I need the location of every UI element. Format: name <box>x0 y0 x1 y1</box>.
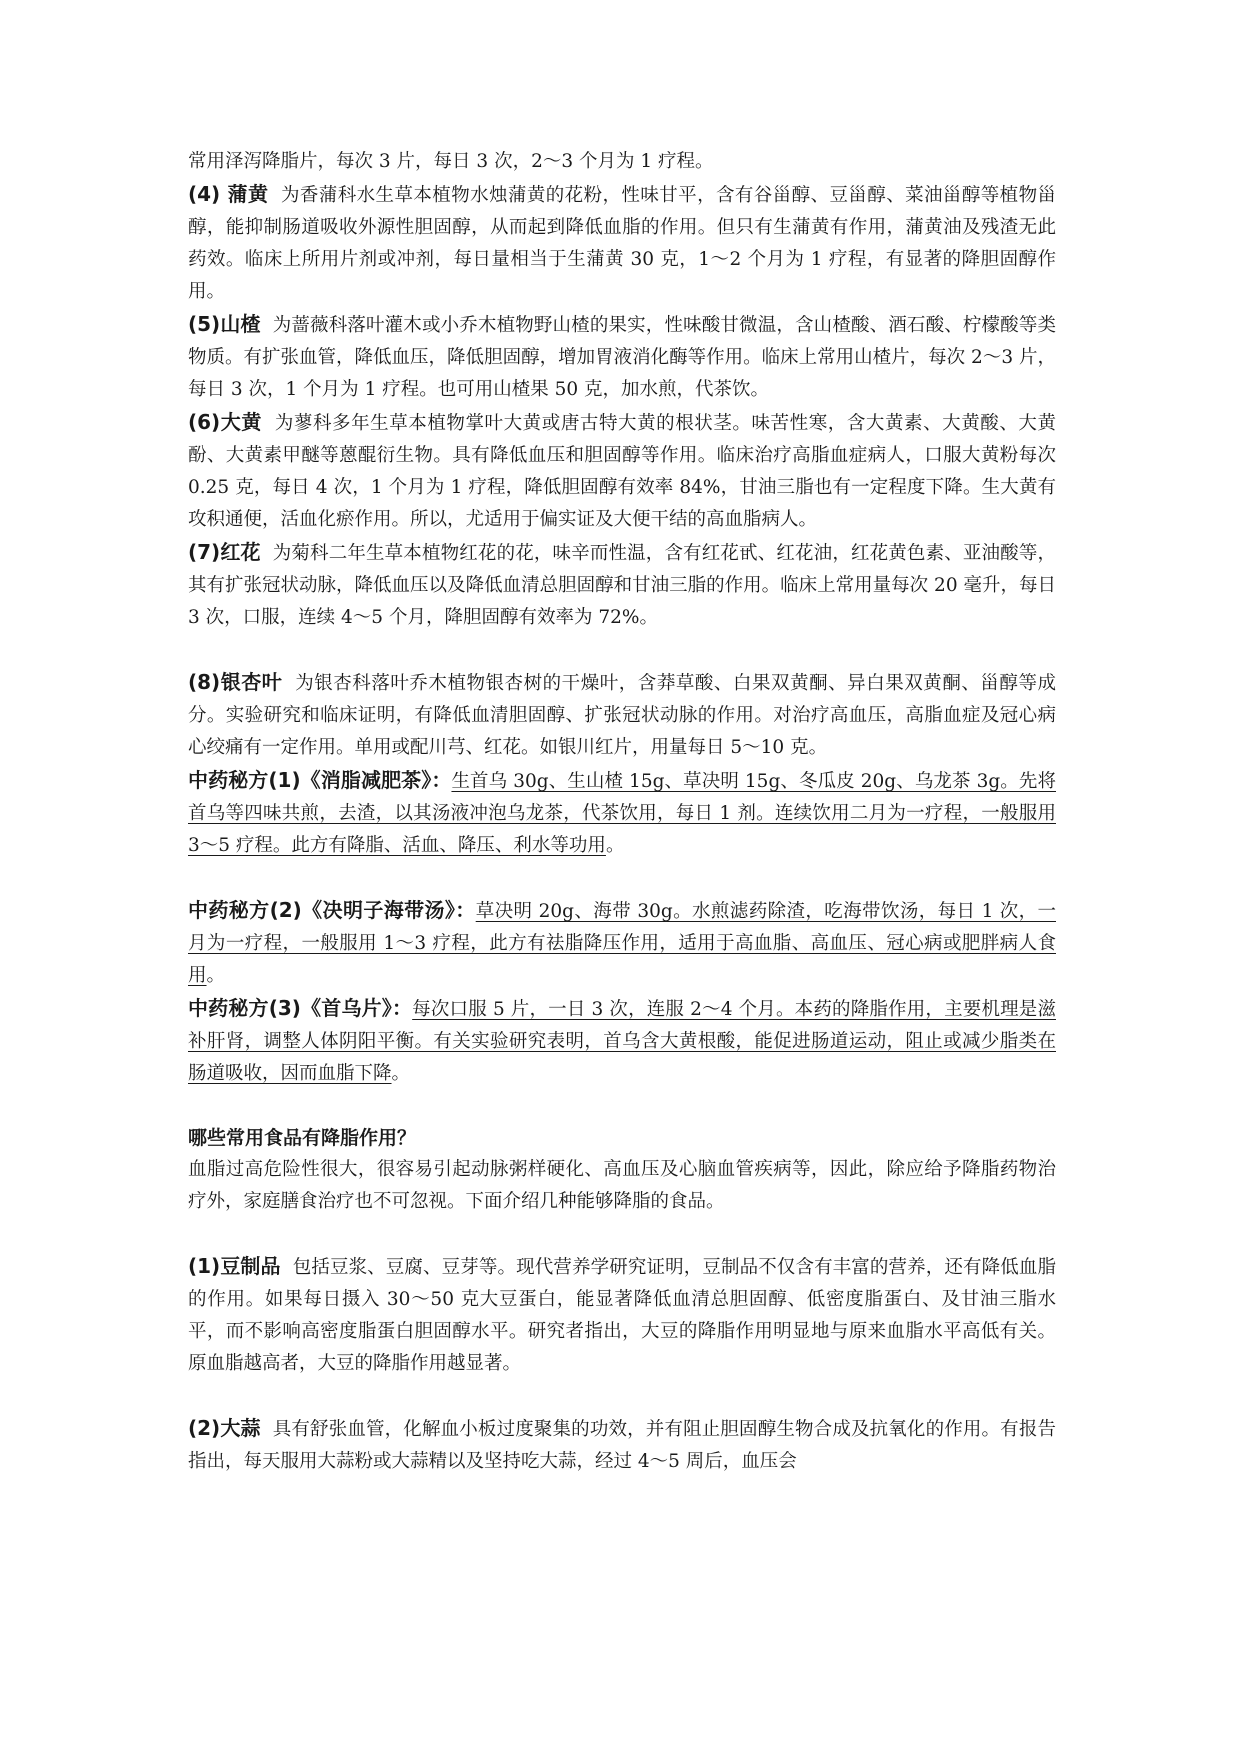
herb-text: 为蓼科多年生草本植物掌叶大黄或唐古特大黄的根状茎。味苦性寒，含大黄素、大黄酸、大黄酚、大黄素甲醚等蒽醌衍生物。具有降低血压和胆固醇等作用。临床治疗高脂血症病人，口服大黄粉每次 0.25 克，每日 4 次，1 个月为 1 疗程，降低胆固醇有效率 84%，甘油三脂也有一定程度下降。生大黄有攻积通便，活血化瘀作用。所以，尤适用于偏实证及大便干结的高血脂病人。 <box>188 413 1056 530</box>
recipe-paragraph <box>188 764 1056 862</box>
herb-term: (4) 蒲黄 <box>188 182 269 206</box>
herb-paragraph <box>188 406 1056 536</box>
herb-paragraph <box>188 178 1056 308</box>
recipe-tail: 。 <box>206 965 226 986</box>
herb-text: 为蔷薇科落叶灌木或小乔木植物野山楂的果实，性味酸甘微温，含山楂酸、酒石酸、柠檬酸等类物质。有扩张血管，降低血压，降低胆固醇，增加胃液消化酶等作用。临床上常用山楂片，每次 2～3 片，每日 3 次，1 个月为 1 疗程。也可用山楂果 50 克，加水煎，代茶饮。 <box>188 315 1056 400</box>
recipe-text: 每次口服 5 片，一日 3 次，连服 2～4 个月。本药的降脂作用，主要机理是滋补肝肾，调整人体阴阳平衡。有关实验研究表明，首乌含大黄根酸，能促进肠道运动，阻止或减少脂类在肠道吸收，因而血脂下降 <box>188 999 1056 1084</box>
spacer <box>188 634 1056 666</box>
recipe-text: 草决明 20g、海带 30g。水煎滤药除渣，吃海带饮汤，每日 1 次，一月为一疗程，一般服用 1～3 疗程，此方有祛脂降压作用，适用于高血脂、高血压、冠心病或肥胖病人食用 <box>188 901 1056 986</box>
recipe-text: 生首乌 30g、生山楂 15g、草决明 15g、冬瓜皮 20g、乌龙茶 3g。先将首乌等四味共煎，去渣，以其汤液冲泡乌龙茶，代茶饮用，每日 1 剂。连续饮用二月为一疗程，一般服用 3～5 疗程。此方有降脂、活血、降压、利水等功用 <box>188 771 1056 856</box>
food-text: 包括豆浆、豆腐、豆芽等。现代营养学研究证明，豆制品不仅含有丰富的营养，还有降低血脂的作用。如果每日摄入 30～50 克大豆蛋白，能显著降低血清总胆固醇、低密度脂蛋白、及甘油三脂水平，而不影响高密度脂蛋白胆固醇水平。研究者指出，大豆的降脂作用明显地与原来血脂水平高低有关。原血脂越高者，大豆的降脂作用越显著。 <box>188 1257 1057 1374</box>
section-intro: 血脂过高危险性很大，很容易引起动脉粥样硬化、高血压及心脑血管疾病等，因此，除应给予降脂药物治疗外，家庭膳食治疗也不可忽视。下面介绍几种能够降脂的食品。 <box>188 1159 1056 1212</box>
food-paragraph <box>188 1412 1056 1478</box>
spacer <box>188 862 1056 894</box>
recipe-title: 中药秘方(2)《决明子海带汤》： <box>188 898 476 922</box>
food-paragraph <box>188 1250 1056 1380</box>
spacer <box>188 1090 1056 1122</box>
recipe-paragraph <box>188 992 1056 1090</box>
spacer <box>188 1218 1056 1250</box>
recipe-paragraph <box>188 894 1056 992</box>
recipe-title: 中药秘方(3)《首乌片》： <box>188 996 413 1020</box>
herb-text: 为香蒲科水生草本植物水烛蒲黄的花粉，性味甘平，含有谷甾醇、豆甾醇、菜油甾醇等植物甾醇，能抑制肠道吸收外源性胆固醇，从而起到降低血脂的作用。但只有生蒲黄有作用，蒲黄油及残渣无此药效。临床上所用片剂或冲剂，每日量相当于生蒲黄 30 克，1～2 个月为 1 疗程，有显著的降胆固醇作用。 <box>188 185 1056 302</box>
herb-term: (8)银杏叶 <box>188 670 283 694</box>
food-term: (1)豆制品 <box>188 1254 281 1278</box>
herb-term: (5)山楂 <box>188 312 261 336</box>
herb-text: 为银杏科落叶乔木植物银杏树的干燥叶，含莽草酸、白果双黄酮、异白果双黄酮、甾醇等成分。实验研究和临床证明，有降低血清胆固醇、扩张冠状动脉的作用。对治疗高血压，高脂血症及冠心病心绞痛有一定作用。单用或配川芎、红花。如银川红片，用量每日 5～10 克。 <box>188 673 1057 758</box>
herb-term: (7)红花 <box>188 540 261 564</box>
herb-paragraph <box>188 666 1056 764</box>
food-text: 具有舒张血管，化解血小板过度聚集的功效，并有阻止胆固醇生物合成及抗氧化的作用。有报告指出，每天服用大蒜粉或大蒜精以及坚持吃大蒜，经过 4～5 周后，血压会 <box>188 1419 1056 1472</box>
herb-paragraph <box>188 536 1056 634</box>
herb-text: 为菊科二年生草本植物红花的花，味辛而性温，含有红花甙、红花油，红花黄色素、亚油酸等，其有扩张冠状动脉，降低血压以及降低血清总胆固醇和甘油三脂的作用。临床上常用量每次 20 毫升，每日 3 次，口服，连续 4～5 个月，降胆固醇有效率为 72%。 <box>188 543 1056 628</box>
recipe-title: 中药秘方(1)《消脂减肥茶》： <box>188 768 452 792</box>
herb-paragraph <box>188 308 1056 406</box>
recipe-tail: 。 <box>391 1063 411 1084</box>
herb-term: (6)大黄 <box>188 410 262 434</box>
spacer <box>188 1380 1056 1412</box>
recipe-tail: 。 <box>605 835 625 856</box>
food-term: (2)大蒜 <box>188 1416 261 1440</box>
document-body <box>188 146 1056 1478</box>
intro-paragraph: 常用泽泻降脂片，每次 3 片，每日 3 次，2～3 个月为 1 疗程。 <box>188 151 714 172</box>
section-heading: 哪些常用食品有降脂作用？ <box>188 1127 417 1149</box>
